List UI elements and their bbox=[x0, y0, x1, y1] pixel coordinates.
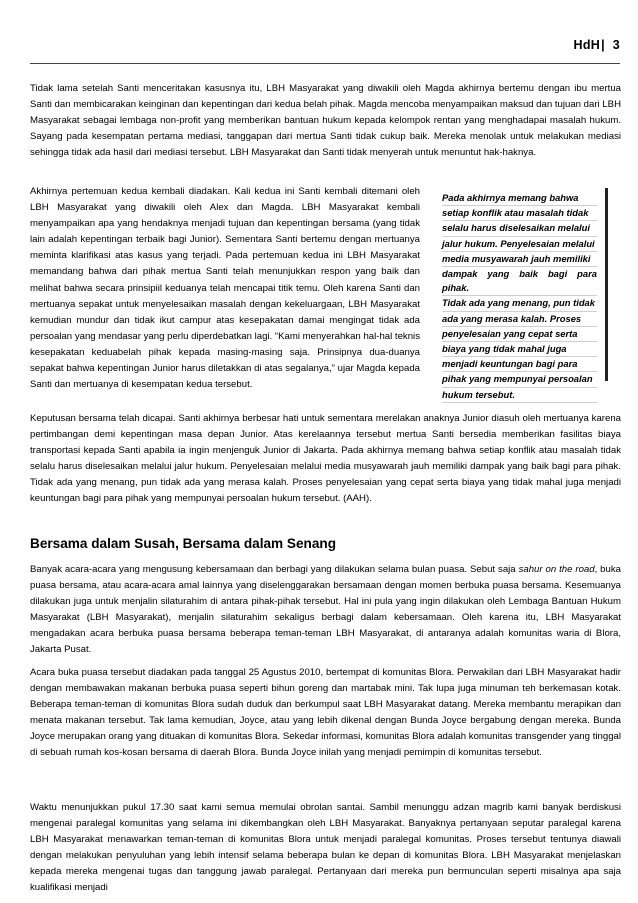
pull-quote-line: menjadi keuntungan bagi para bbox=[442, 357, 597, 372]
pull-quote-line: jalur hukum. Penyelesaian melalui bbox=[442, 237, 597, 252]
paragraph-2: Akhirnya pertemuan kedua kembali diadakan. Kali kedua ini Santi kembali ditemani oleh LBH Masyarakat yang diwakili oleh Alex dan Magda. LBH Masyarakat kembali menyampaikan apa yang hendaknya menjadi tujuan dan kepentingan bersama (yang tidak lain adalah kepentingan terbaik bagi Junior). Sementara Santi bertemu dengan mertuanya meminta klarifikasi atas kasus yang terjadi. Pada pertemuan kedua ini LBH Masyarakat memandang bahwa dari pihak mertua Santi telah menunjukkan respon yang baik dan melihat bahwa secara prinsipiil keduanya telah mencapai titik temu. Oleh karena Santi dan mertuanya sepakat untuk menyelesaikan masalah dengan kekeluargaan, LBH Masyarakat kemudian mundur dan tidak ikut campur atas kesepakatan damai mengingat tidak ada persoalan yang mendasar yang perlu diperdebatkan lagi. “Kami menyerahkan hal-hal teknis kesepakatan keduabelah pihak kepada masing-masing saja. Prinsipnya dua-duanya sepakat bahwa kepentingan Junior harus diletakkan di atas segalanya,” ujar Magda kepada Santi dan mertuanya di kesempatan kedua tersebut. bbox=[30, 186, 420, 391]
section-title: Bersama dalam Susah, Bersama dalam Senang bbox=[30, 536, 336, 551]
paragraph-4 bbox=[30, 562, 621, 659]
pull-quote-line: biaya yang tidak mahal juga bbox=[442, 342, 597, 357]
pull-quote-line: dampak yang baik bagi para pihak. bbox=[442, 267, 597, 296]
pull-quote-line: ada yang merasa kalah. Proses bbox=[442, 312, 597, 327]
pull-quote-line: media musyawarah jauh memiliki bbox=[442, 252, 597, 267]
pull-quote-line: selalu harus diselesaikan melalui bbox=[442, 221, 597, 236]
paragraph-3: Keputusan bersama telah dicapai. Santi akhirnya berbesar hati untuk sementara merelakan anaknya Junior diasuh oleh mertuanya karena pertimbangan demi kepentingan masa depan Junior. Atas kerelaannya tersebut mertua Santi bersedia memberikan fasilitas biaya transportasi kepada Santi apabila ia ingin menjenguk Junior di Jakarta. Pada akhirnya memang bahwa setiap konflik atau masalah tidak selalu harus diselesaikan melalui jalur hukum. Penyelesaian melalui media musyawarah jauh memiliki dampak yang baik bagi para pihak. Tidak ada yang menang, pun tidak ada yang merasa kalah. Proses penyelesaian yang cepat serta biaya yang tidak mahal juga menjadi keuntungan bagi para pihak yang mempunyai persoalan hukum tersebut. (AAH). bbox=[30, 413, 621, 505]
header-title: HdH bbox=[573, 38, 601, 52]
paragraph-6: Waktu menunjukkan pukul 17.30 saat kami semua memulai obrolan santai. Sambil menunggu adzan magrib kami banyak berdiskusi mengenai paralegal komunitas yang selama ini dikembangkan oleh LBH Masyarakat. Banyaknya pertanyaan seputar paralegal karena LBH Masyarakat menawarkan teman-teman di komunitas Blora untuk menjadi paralegal komunitas. Proses tersebut tentunya diawali dengan melakukan penyuluhan yang lebih intensif selama beberapa bulan ke depan di komunitas Blora. LBH Masyarakat menjelaskan kepada mereka mengenai tugas dan tanggung jawab paralegal. Pertanyaan dari mereka pun bermunculan seperti misalnya apa saja kualifikasi menjadi bbox=[30, 802, 621, 894]
pull-quote-line: penyelesaian yang cepat serta bbox=[442, 327, 597, 342]
header-rule bbox=[30, 63, 620, 64]
page-header bbox=[574, 38, 620, 52]
paragraph-4-part-b: , buka puasa bersama, atau acara-acara amal lainnya yang diselenggarakan bersamaan dengan momen berbuka puasa bersama. Kesemuanya dilakukan juga untuk menjalin silaturahim di antara pihak-pihak tersebut. Hal ini pula yang ingin dilakukan oleh Lembaga Bantuan Hukum Masyarakat (LBH Masyarakat), menjalin silaturahim sekaligus berbagi dalam kebersamaan. Oleh karena itu, LBH Masyarakat mengadakan acara berbuka puasa bersama beberapa teman-teman LBH Masyarakat, di antaranya adalah komunitas waria di Blora, Jakarta Pusat. bbox=[30, 564, 621, 656]
pull-quote-line: setiap konflik atau masalah tidak bbox=[442, 206, 597, 221]
header-separator: | bbox=[601, 38, 605, 52]
paragraph-4-italic: sahur on the road bbox=[518, 564, 595, 575]
pull-quote-line: hukum tersebut. bbox=[442, 388, 597, 403]
pull-quote-line: Pada akhirnya memang bahwa bbox=[442, 191, 597, 206]
paragraph-1: Tidak lama setelah Santi menceritakan kasusnya itu, LBH Masyarakat yang diwakili oleh Magda akhirnya bertemu dengan ibu mertua Santi dan membicarakan keinginan dan kepentingan dari kedua belah pihak. Magda mencoba menyampaikan maksud dan tujuan dari LBH Masyarakat sebagai lembaga non-profit yang memberikan bantuan hukum kepada kelompok rentan yang menghadapai masalah hukum. Sayang pada kesempatan pertama mediasi, tanggapan dari mertua Santi tidak cukup baik. Mereka menolak untuk melakukan mediasi sehingga tidak ada hasil dari mediasi tersebut. LBH Masyarakat dan Santi tidak menyerah untuk menuntut hak-haknya. bbox=[30, 83, 621, 159]
pull-quote-line: Tidak ada yang menang, pun tidak bbox=[442, 296, 597, 311]
pull-quote-line: pihak yang mempunyai persoalan bbox=[442, 372, 597, 387]
paragraph-4-part-a: Banyak acara-acara yang mengusung kebersamaan dan berbagi yang dilakukan selama bulan puasa. Sebut saja bbox=[30, 564, 519, 575]
pull-quote bbox=[432, 188, 608, 400]
paragraph-5: Acara buka puasa tersebut diadakan pada tanggal 25 Agustus 2010, bertempat di komunitas Blora. Perwakilan dari LBH Masyarakat hadir dengan membawakan makanan berbuka puasa seperti bihun goreng dan martabak mini. Tak lupa juga minuman teh berkemasan kotak. Beberapa teman-teman di komunitas Blora sudah duduk dan berkumpul saat LBH Masyarakat datang. Mereka membantu merapikan dan menata makanan tersebut. Tak lama kemudian, Joyce, atau yang lebih dikenal dengan Bunda Joyce bergabung dengan mereka. Bunda Joyce merupakan orang yang dituakan di komunitas Blora. Sekedar informasi, komunitas Blora adalah komunitas transgender yang tinggal di sebuah rumah kos-kosan bersama di daerah Blora. Bunda Joyce inilah yang menjadi pemimpin di komunitas tersebut. bbox=[30, 667, 621, 759]
page-number: 3 bbox=[612, 38, 620, 52]
pull-quote-text bbox=[442, 191, 597, 403]
